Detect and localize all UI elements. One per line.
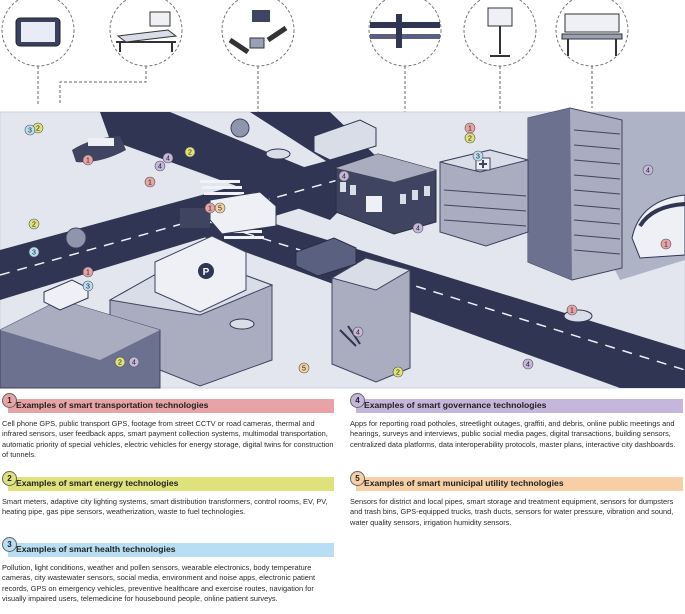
utility-title: Examples of smart municipal utility technologies	[364, 478, 564, 488]
lab-equipment-icon	[556, 0, 628, 66]
category-marker-3	[29, 247, 39, 257]
category-marker-3	[83, 281, 93, 291]
category-marker-5	[299, 363, 309, 373]
svg-text:4: 4	[646, 167, 650, 175]
svg-text:3: 3	[32, 249, 36, 257]
svg-text:1: 1	[86, 269, 90, 277]
category-marker-4	[129, 357, 139, 367]
legend-transport	[2, 398, 334, 460]
apartment-building	[332, 258, 410, 382]
svg-text:4: 4	[356, 329, 360, 337]
transport-number-badge: 1	[2, 393, 17, 408]
category-marker-4	[339, 171, 349, 181]
legend-governance	[350, 398, 683, 450]
category-marker-4	[353, 327, 363, 337]
category-marker-1	[145, 177, 155, 187]
governance-description: Apps for reporting road potholes, streetlight outages, graffiti, and debris, online public meetings and hearings, surveys and interviews, public social media pages, digital transactions, building sensors, centralized data platforms, data interoperability protocols, master plans, interactive city dashboards.	[350, 419, 676, 449]
svg-text:4: 4	[342, 173, 346, 181]
svg-text:2: 2	[468, 135, 472, 143]
svg-text:2: 2	[32, 221, 36, 229]
svg-text:4: 4	[526, 361, 530, 369]
governance-number-badge: 4	[350, 393, 365, 408]
svg-text:1: 1	[468, 125, 472, 133]
category-marker-2	[393, 367, 403, 377]
svg-text:4: 4	[416, 225, 420, 233]
category-marker-1	[83, 267, 93, 277]
svg-text:1: 1	[208, 205, 212, 213]
transport-title: Examples of smart transportation technologies	[16, 400, 209, 410]
svg-text:4: 4	[166, 155, 170, 163]
energy-number-badge: 2	[2, 471, 17, 486]
category-marker-1	[661, 239, 671, 249]
svg-text:2: 2	[188, 149, 192, 157]
category-marker-4	[643, 165, 653, 175]
hospital-building	[440, 150, 528, 246]
category-marker-1	[465, 123, 475, 133]
category-marker-5	[215, 203, 225, 213]
category-marker-2	[185, 147, 195, 157]
tablet-icon	[2, 0, 74, 66]
category-marker-4	[163, 153, 173, 163]
category-marker-1	[205, 203, 215, 213]
energy-title: Examples of smart energy technologies	[16, 478, 179, 488]
svg-text:3: 3	[86, 283, 90, 291]
hospital-bed-icon	[110, 0, 182, 66]
svg-text:1: 1	[664, 241, 668, 249]
svg-text:1: 1	[570, 307, 574, 315]
svg-text:3: 3	[476, 153, 480, 161]
svg-text:5: 5	[218, 205, 222, 213]
tall-office-building	[528, 108, 622, 280]
category-marker-3	[473, 151, 483, 161]
health-description: Pollution, light conditions, weather and pollen sensors, wearable electronics, body temperature cameras, city wastewater sensors, social media, environment and noise apps, electronic patient records, GPS on emergency vehicles, preventive healthcare and exercise routes, navigation for visually impaired users, telemedicine for housebound people, online patient surveys.	[2, 563, 316, 603]
category-marker-2	[115, 357, 125, 367]
category-marker-4	[523, 359, 533, 369]
category-marker-3	[25, 125, 35, 135]
category-marker-1	[83, 155, 93, 165]
category-marker-4	[155, 161, 165, 171]
svg-text:1: 1	[86, 157, 90, 165]
health-title: Examples of smart health technologies	[16, 544, 176, 554]
svg-text:4: 4	[158, 163, 162, 171]
category-marker-1	[567, 305, 577, 315]
category-marker-2	[29, 219, 39, 229]
svg-text:1: 1	[148, 179, 152, 187]
utility-number-badge: 5	[350, 471, 365, 486]
svg-text:4: 4	[132, 359, 136, 367]
category-marker-4	[413, 223, 423, 233]
legend-utility	[350, 476, 683, 528]
svg-text:3: 3	[28, 127, 32, 135]
utility-description: Sensors for district and local pipes, smart storage and treatment equipment, sensors for dumpsters and trash bins, GPS-equipped trucks, trash ducts, sensors for water pressure, vibration and sound, water quality sensors, irrigation humidity sensors.	[350, 497, 674, 527]
pipes-icon	[369, 0, 441, 66]
svg-text:2: 2	[36, 125, 40, 133]
svg-text:2: 2	[396, 369, 400, 377]
health-number-badge: 3	[2, 537, 17, 552]
svg-text:5: 5	[302, 365, 306, 373]
category-marker-2	[465, 133, 475, 143]
transport-description: Cell phone GPS, public transport GPS, footage from street CCTV or road cameras, thermal and infrared sensors, user feedback apps, smart payment collection systems, multimodal transportation, automatic priority of special vehicles, electric vehicles for energy storage, digital twins for construction of tunnels.	[2, 419, 334, 459]
legend-health	[2, 542, 334, 604]
legend-energy	[2, 476, 334, 518]
governance-title: Examples of smart governance technologies	[364, 400, 547, 410]
satellite-icon	[222, 0, 294, 66]
medical-monitor-icon	[464, 0, 536, 66]
energy-description: Smart meters, adaptive city lighting systems, smart distribution transformers, control rooms, EV, PV, heating pipe, gas pipe sensors, weatherization, waste to fuel technologies.	[2, 497, 328, 517]
parking-sign: P	[202, 267, 210, 278]
svg-text:2: 2	[118, 359, 122, 367]
